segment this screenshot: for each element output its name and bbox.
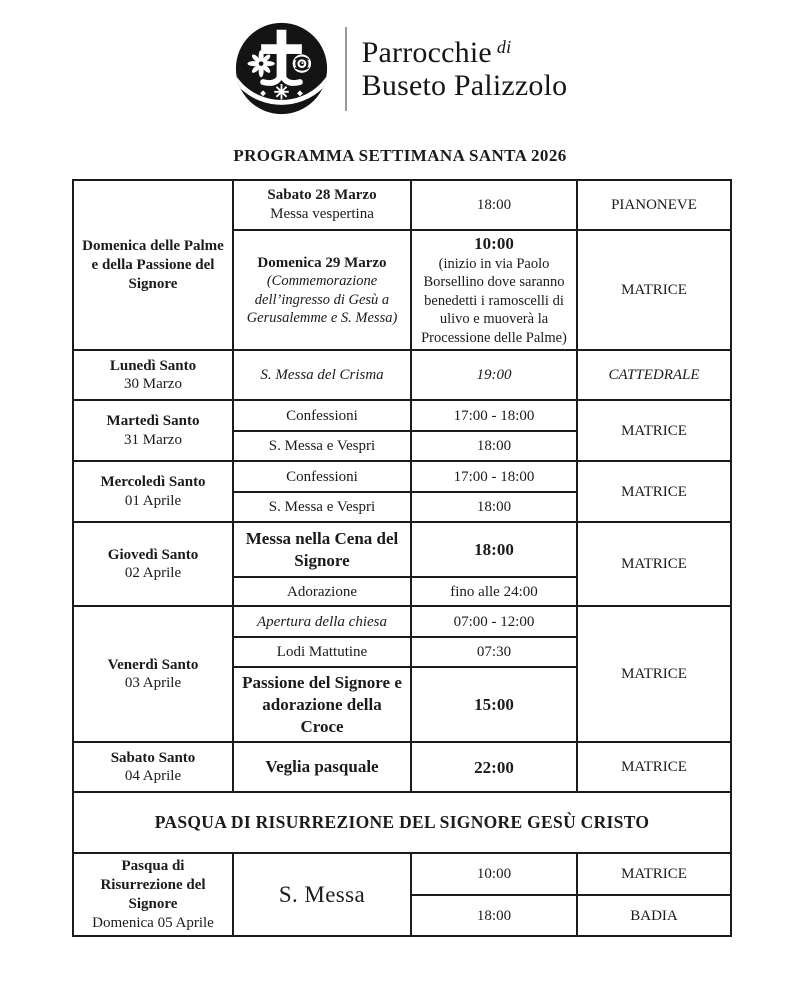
parish-emblem-icon	[233, 20, 330, 117]
event-title: Sabato 28 Marzo	[267, 187, 377, 204]
event-cell: Apertura della chiesa	[233, 606, 411, 637]
time-cell: 07:30	[411, 637, 577, 667]
day-cell-holy-tuesday	[73, 400, 233, 461]
day-name: Venerdì Santo	[107, 656, 199, 673]
table-row	[73, 400, 731, 431]
easter-banner: PASQUA DI RISURREZIONE DEL SIGNORE GESÙ CRISTO	[73, 792, 731, 853]
event-cell: S. Messa	[233, 853, 411, 936]
event-cell: Adorazione	[233, 577, 411, 606]
event-cell: Confessioni	[233, 400, 411, 431]
table-row	[73, 606, 731, 637]
time-value: 10:00	[474, 234, 514, 253]
schedule-table	[72, 179, 732, 937]
day-cell-holy-wednesday	[73, 461, 233, 522]
time-cell: 18:00	[411, 180, 577, 230]
time-cell: 17:00 - 18:00	[411, 400, 577, 431]
table-row	[73, 792, 731, 853]
day-cell-palm-sunday: Domenica delle Palme e della Passione del Signore	[73, 180, 233, 350]
event-subtitle: Messa vespertina	[270, 206, 374, 222]
location-cell: MATRICE	[577, 742, 731, 792]
event-cell: Veglia pasquale	[233, 742, 411, 792]
location-cell: CATTEDRALE	[577, 350, 731, 400]
brand-line2: Buseto Palizzolo	[361, 68, 568, 102]
brand-line1: Parrocchie	[361, 35, 492, 69]
event-cell: Confessioni	[233, 461, 411, 492]
event-cell: Messa nella Cena del Signore	[233, 522, 411, 577]
day-cell-good-friday	[73, 606, 233, 742]
table-row	[73, 853, 731, 895]
location-cell: MATRICE	[577, 853, 731, 895]
day-name: Giovedì Santo	[107, 546, 199, 563]
day-name: Martedì Santo	[106, 413, 200, 430]
day-date: 31 Marzo	[124, 431, 182, 448]
time-cell: 18:00	[411, 431, 577, 461]
location-cell: MATRICE	[577, 400, 731, 461]
rose-icon	[292, 54, 310, 72]
location-cell: BADIA	[577, 895, 731, 936]
day-cell-holy-saturday	[73, 742, 233, 792]
table-row	[73, 742, 731, 792]
location-cell: MATRICE	[577, 606, 731, 742]
day-cell-easter-sunday	[73, 853, 233, 936]
event-cell: S. Messa e Vespri	[233, 492, 411, 522]
location-cell: MATRICE	[577, 230, 731, 350]
event-cell: Lodi Mattutine	[233, 637, 411, 667]
time-cell: fino alle 24:00	[411, 577, 577, 606]
time-cell: 19:00	[411, 350, 577, 400]
day-date: Domenica 05 Aprile	[92, 914, 214, 931]
time-cell: 18:00	[411, 895, 577, 936]
day-date: 01 Aprile	[124, 492, 182, 509]
event-cell	[233, 230, 411, 350]
parish-name	[362, 36, 568, 102]
brand-divider	[345, 27, 347, 111]
time-cell	[411, 230, 577, 350]
day-date: 04 Aprile	[124, 768, 182, 785]
event-title: Domenica 29 Marzo	[257, 254, 387, 271]
location-cell: PIANONEVE	[577, 180, 731, 230]
table-row	[73, 180, 731, 230]
event-subtitle: (Commemorazione dell’ingresso di Gesù a Gerusalemme e S. Messa)	[246, 273, 398, 326]
table-row	[73, 461, 731, 492]
event-cell: Passione del Signore e adorazione della Croce	[233, 667, 411, 742]
time-note: (inizio in via Paolo Borsellino dove saranno benedetti i ramoscelli di ulivo e muoverà la Processione delle Palme)	[421, 255, 567, 346]
day-date: 30 Marzo	[124, 376, 182, 393]
day-date: 02 Aprile	[124, 565, 182, 582]
brand-di: di	[496, 36, 512, 57]
location-cell: MATRICE	[577, 461, 731, 522]
day-date: 03 Aprile	[124, 675, 182, 692]
time-cell: 18:00	[411, 522, 577, 577]
day-name: Pasqua di Risurrezione del Signore	[100, 858, 206, 912]
day-cell-holy-thursday	[73, 522, 233, 606]
day-name: Lunedì Santo	[109, 357, 197, 374]
time-cell: 10:00	[411, 853, 577, 895]
time-cell: 18:00	[411, 492, 577, 522]
time-cell: 07:00 - 12:00	[411, 606, 577, 637]
day-name: Mercoledì Santo	[100, 474, 206, 491]
time-cell: 17:00 - 18:00	[411, 461, 577, 492]
day-cell-holy-monday	[73, 350, 233, 400]
location-cell: MATRICE	[577, 522, 731, 606]
table-row	[73, 350, 731, 400]
parish-header	[0, 20, 800, 117]
time-cell: 22:00	[411, 742, 577, 792]
event-cell	[233, 180, 411, 230]
table-row	[73, 522, 731, 577]
page-title: PROGRAMMA SETTIMANA SANTA 2026	[233, 146, 567, 165]
event-cell: S. Messa e Vespri	[233, 431, 411, 461]
day-name: Sabato Santo	[110, 749, 196, 766]
event-cell: S. Messa del Crisma	[233, 350, 411, 400]
time-cell: 15:00	[411, 667, 577, 742]
